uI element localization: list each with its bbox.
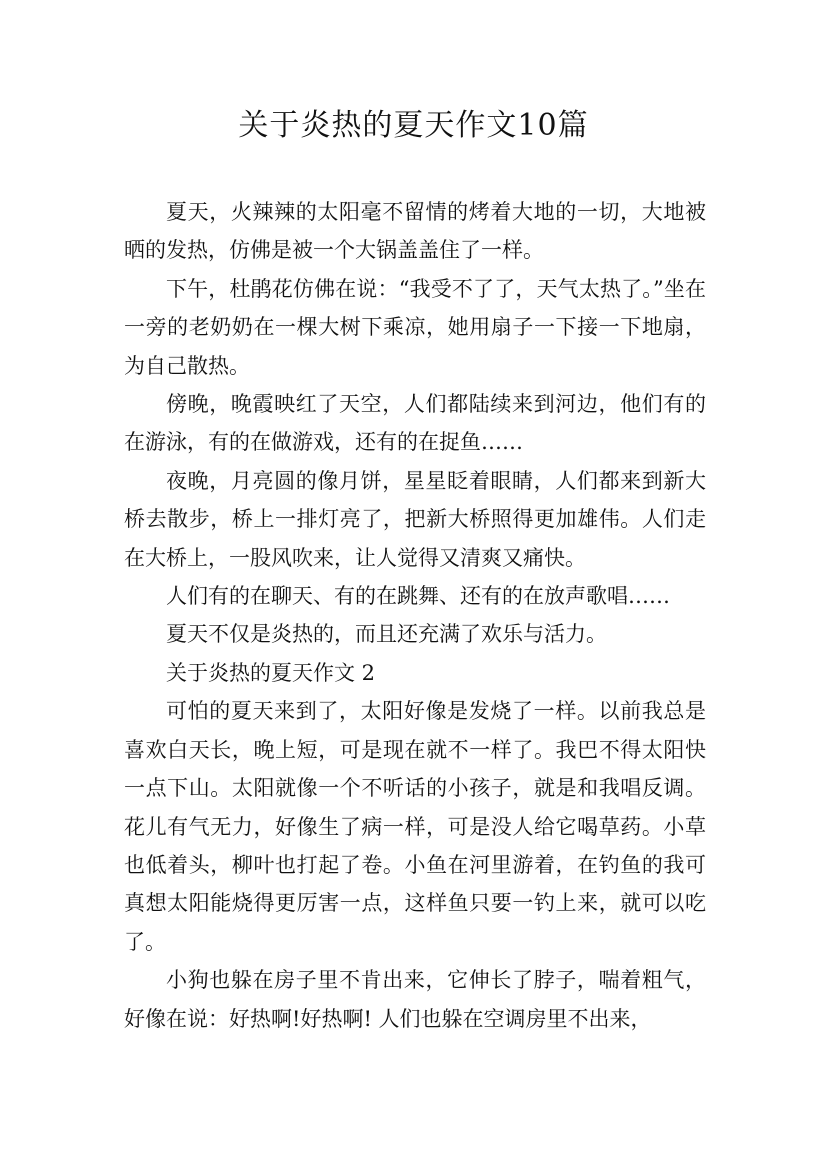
- paragraph-7: 可怕的夏天来到了，太阳好像是发烧了一样。以前我总是喜欢白天长，晚上短，可是现在就不一样了。我巴不得太阳快一点下山。太阳就像一个不听话的小孩子，就是和我唱反调。 花儿有气无力，好像生了病一样，可是没人给它喝草药。小草也低着头，柳叶也打起了卷。小鱼在河里游着，在钓鱼的我可真想太阳能烧得更厉害一点，这样鱼只要一钓上来，就可以吃了。: [124, 699, 706, 954]
- paragraph-8: 小狗也躲在房子里不肯出来，它伸长了脖子，喘着粗气，好像在说：好热啊!好热啊! 人们也躲在空调房里不出来，: [124, 968, 706, 1031]
- paragraph-3: 傍晚，晚霞映红了天空，人们都陆续来到河边，他们有的在游泳，有的在做游戏，还有的在捉鱼……: [124, 392, 706, 455]
- document-body: [124, 193, 706, 1038]
- document-title: 关于炎热的夏天作文10篇: [238, 108, 589, 143]
- paragraph-5: 人们有的在聊天、有的在跳舞、还有的在放声歌唱……: [166, 584, 670, 609]
- paragraph-2: 下午，杜鹃花仿佛在说：“我受不了了，天气太热了。”坐在一旁的老奶奶在一棵大树下乘凉，她用扇子一下接一下地扇，为自己散热。: [124, 276, 706, 378]
- paragraph-1: 夏天，火辣辣的太阳毫不留情的烤着大地的一切，大地被晒的发热，仿佛是被一个大锅盖盖住了一样。: [124, 200, 706, 263]
- paragraph-4: 夜晚，月亮圆的像月饼，星星眨着眼睛，人们都来到新大桥去散步，桥上一排灯亮了，把新大桥照得更加雄伟。人们走在大桥上，一股风吹来，让人觉得又清爽又痛快。: [124, 468, 706, 570]
- section-heading-2: 关于炎热的夏天作文 2: [166, 660, 376, 685]
- paragraph-6: 夏天不仅是炎热的，而且还充满了欢乐与活力。: [166, 622, 607, 647]
